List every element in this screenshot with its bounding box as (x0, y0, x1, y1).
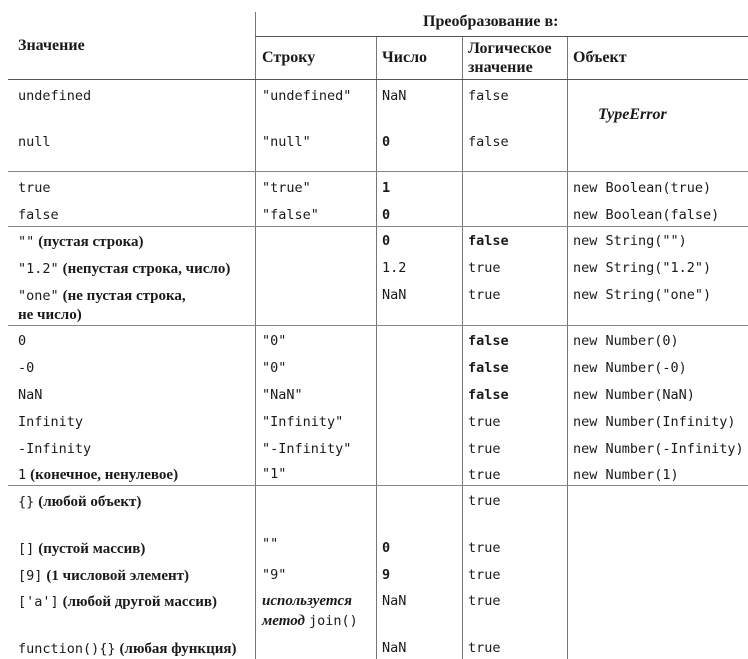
header-rule (8, 79, 748, 80)
row-1-boolean: false (468, 88, 509, 104)
row-6-number: 1.2 (382, 260, 407, 276)
row-8-string: "0" (262, 333, 287, 349)
section-rule-1 (8, 171, 748, 172)
row-16-value (18, 567, 189, 585)
row-7-boolean: true (468, 287, 501, 303)
row-6-value (18, 260, 230, 278)
row-4-number: 0 (382, 207, 391, 223)
row-8-object: new Number(0) (573, 333, 679, 349)
row-16-value-code: [9] (18, 568, 43, 584)
header-boolean-line2: значение (468, 59, 533, 76)
row-11-boolean: true (468, 414, 501, 430)
row-17-number: NaN (382, 593, 407, 609)
row-3-value: true (18, 180, 51, 196)
row-1-number: NaN (382, 88, 407, 104)
row-13-value-note: (конечное, ненулевое) (30, 467, 179, 483)
row-11-value: Infinity (18, 414, 84, 430)
row-16-string: "9" (262, 567, 287, 583)
section-rule-2 (8, 226, 748, 227)
row-16-value-note: (1 числовой элемент) (46, 568, 189, 584)
row-7-object: new String("one") (573, 287, 712, 303)
header-object: Объект (573, 49, 627, 66)
row-2-number: 0 (382, 134, 391, 150)
row-17-value-note: (любой другой массив) (62, 594, 217, 610)
header-boolean-line1: Логическое (468, 40, 552, 57)
section-rule-4 (8, 485, 748, 486)
row-13-value-code: 1 (18, 467, 27, 483)
header-string: Строку (262, 49, 316, 66)
row-2-string: "null" (262, 134, 311, 150)
row-14-value-note: (любой объект) (38, 494, 142, 510)
type-error-cell: TypeError (598, 106, 667, 123)
row-17-value-code: ['a'] (18, 594, 59, 610)
row-14-value (18, 493, 141, 511)
row-9-boolean: false (468, 360, 509, 376)
row-6-boolean: true (468, 260, 501, 276)
row-18-value-note: (любая функция) (119, 641, 237, 657)
column-divider-number (462, 36, 463, 659)
row-11-string: "Infinity" (262, 414, 344, 430)
row-17-string-note1: используется (262, 593, 352, 609)
column-divider-value (255, 12, 256, 659)
row-12-boolean: true (468, 441, 501, 457)
row-6-object: new String("1.2") (573, 260, 712, 276)
row-18-value (18, 640, 236, 658)
row-13-value (18, 466, 178, 484)
row-13-object: new Number(1) (573, 467, 679, 483)
row-4-object: new Boolean(false) (573, 207, 720, 223)
row-2-boolean: false (468, 134, 509, 150)
row-3-string: "true" (262, 180, 311, 196)
row-7-value-note2: не число) (18, 307, 82, 323)
row-17-string-note2: метод (262, 613, 305, 629)
row-5-value-code: "" (18, 234, 35, 250)
row-17-value (18, 593, 217, 611)
row-5-value (18, 233, 143, 251)
row-10-value: NaN (18, 387, 43, 403)
row-14-boolean: true (468, 493, 501, 509)
header-number: Число (382, 49, 428, 66)
row-15-value (18, 540, 145, 558)
row-3-object: new Boolean(true) (573, 180, 712, 196)
row-18-number: NaN (382, 640, 407, 656)
row-10-string: "NaN" (262, 387, 303, 403)
row-9-value: -0 (18, 360, 35, 376)
row-16-number: 9 (382, 567, 391, 583)
group-header-title: Преобразование в: (423, 13, 559, 30)
row-12-string: "-Infinity" (262, 441, 352, 457)
row-7-value-note: (не пустая строка, (62, 288, 186, 304)
row-8-value: 0 (18, 333, 27, 349)
row-2-value: null (18, 134, 51, 150)
row-17-boolean: true (468, 593, 501, 609)
row-7-value (18, 287, 186, 305)
row-10-boolean: false (468, 387, 509, 403)
row-13-boolean: true (468, 467, 501, 483)
column-divider-boolean (567, 36, 568, 659)
row-6-value-code: "1.2" (18, 261, 59, 277)
row-5-value-note: (пустая строка) (38, 234, 144, 250)
row-11-object: new Number(Infinity) (573, 414, 736, 430)
row-13-string: "1" (262, 466, 287, 482)
row-15-value-code: [] (18, 541, 35, 557)
row-15-number: 0 (382, 540, 391, 556)
header-value: Значение (18, 37, 85, 54)
row-17-string-line2 (262, 612, 358, 630)
row-7-value-code: "one" (18, 288, 59, 304)
row-15-boolean: true (468, 540, 501, 556)
row-5-object: new String("") (573, 233, 687, 249)
row-5-number: 0 (382, 233, 391, 249)
row-12-value: -Infinity (18, 441, 92, 457)
column-divider-string (376, 36, 377, 659)
row-8-boolean: false (468, 333, 509, 349)
row-12-object: new Number(-Infinity) (573, 441, 744, 457)
row-4-value: false (18, 207, 59, 223)
row-4-string: "false" (262, 207, 319, 223)
row-1-value: undefined (18, 88, 92, 104)
row-5-boolean: false (468, 233, 509, 249)
section-rule-3 (8, 325, 748, 326)
row-7-number: NaN (382, 287, 407, 303)
row-6-value-note: (непустая строка, число) (62, 261, 231, 277)
row-10-object: new Number(NaN) (573, 387, 695, 403)
row-9-string: "0" (262, 360, 287, 376)
row-1-string: "undefined" (262, 88, 352, 104)
row-18-boolean: true (468, 640, 501, 656)
row-9-object: new Number(-0) (573, 360, 687, 376)
row-18-value-code: function(){} (18, 641, 116, 657)
group-header-rule (255, 36, 748, 37)
row-7-value-line2 (18, 306, 82, 324)
row-15-value-note: (пустой массив) (38, 541, 146, 557)
row-15-string: "" (262, 536, 279, 552)
row-17-string-code: join() (308, 613, 358, 629)
row-16-boolean: true (468, 567, 501, 583)
row-3-number: 1 (382, 180, 391, 196)
row-14-value-code: {} (18, 494, 35, 510)
